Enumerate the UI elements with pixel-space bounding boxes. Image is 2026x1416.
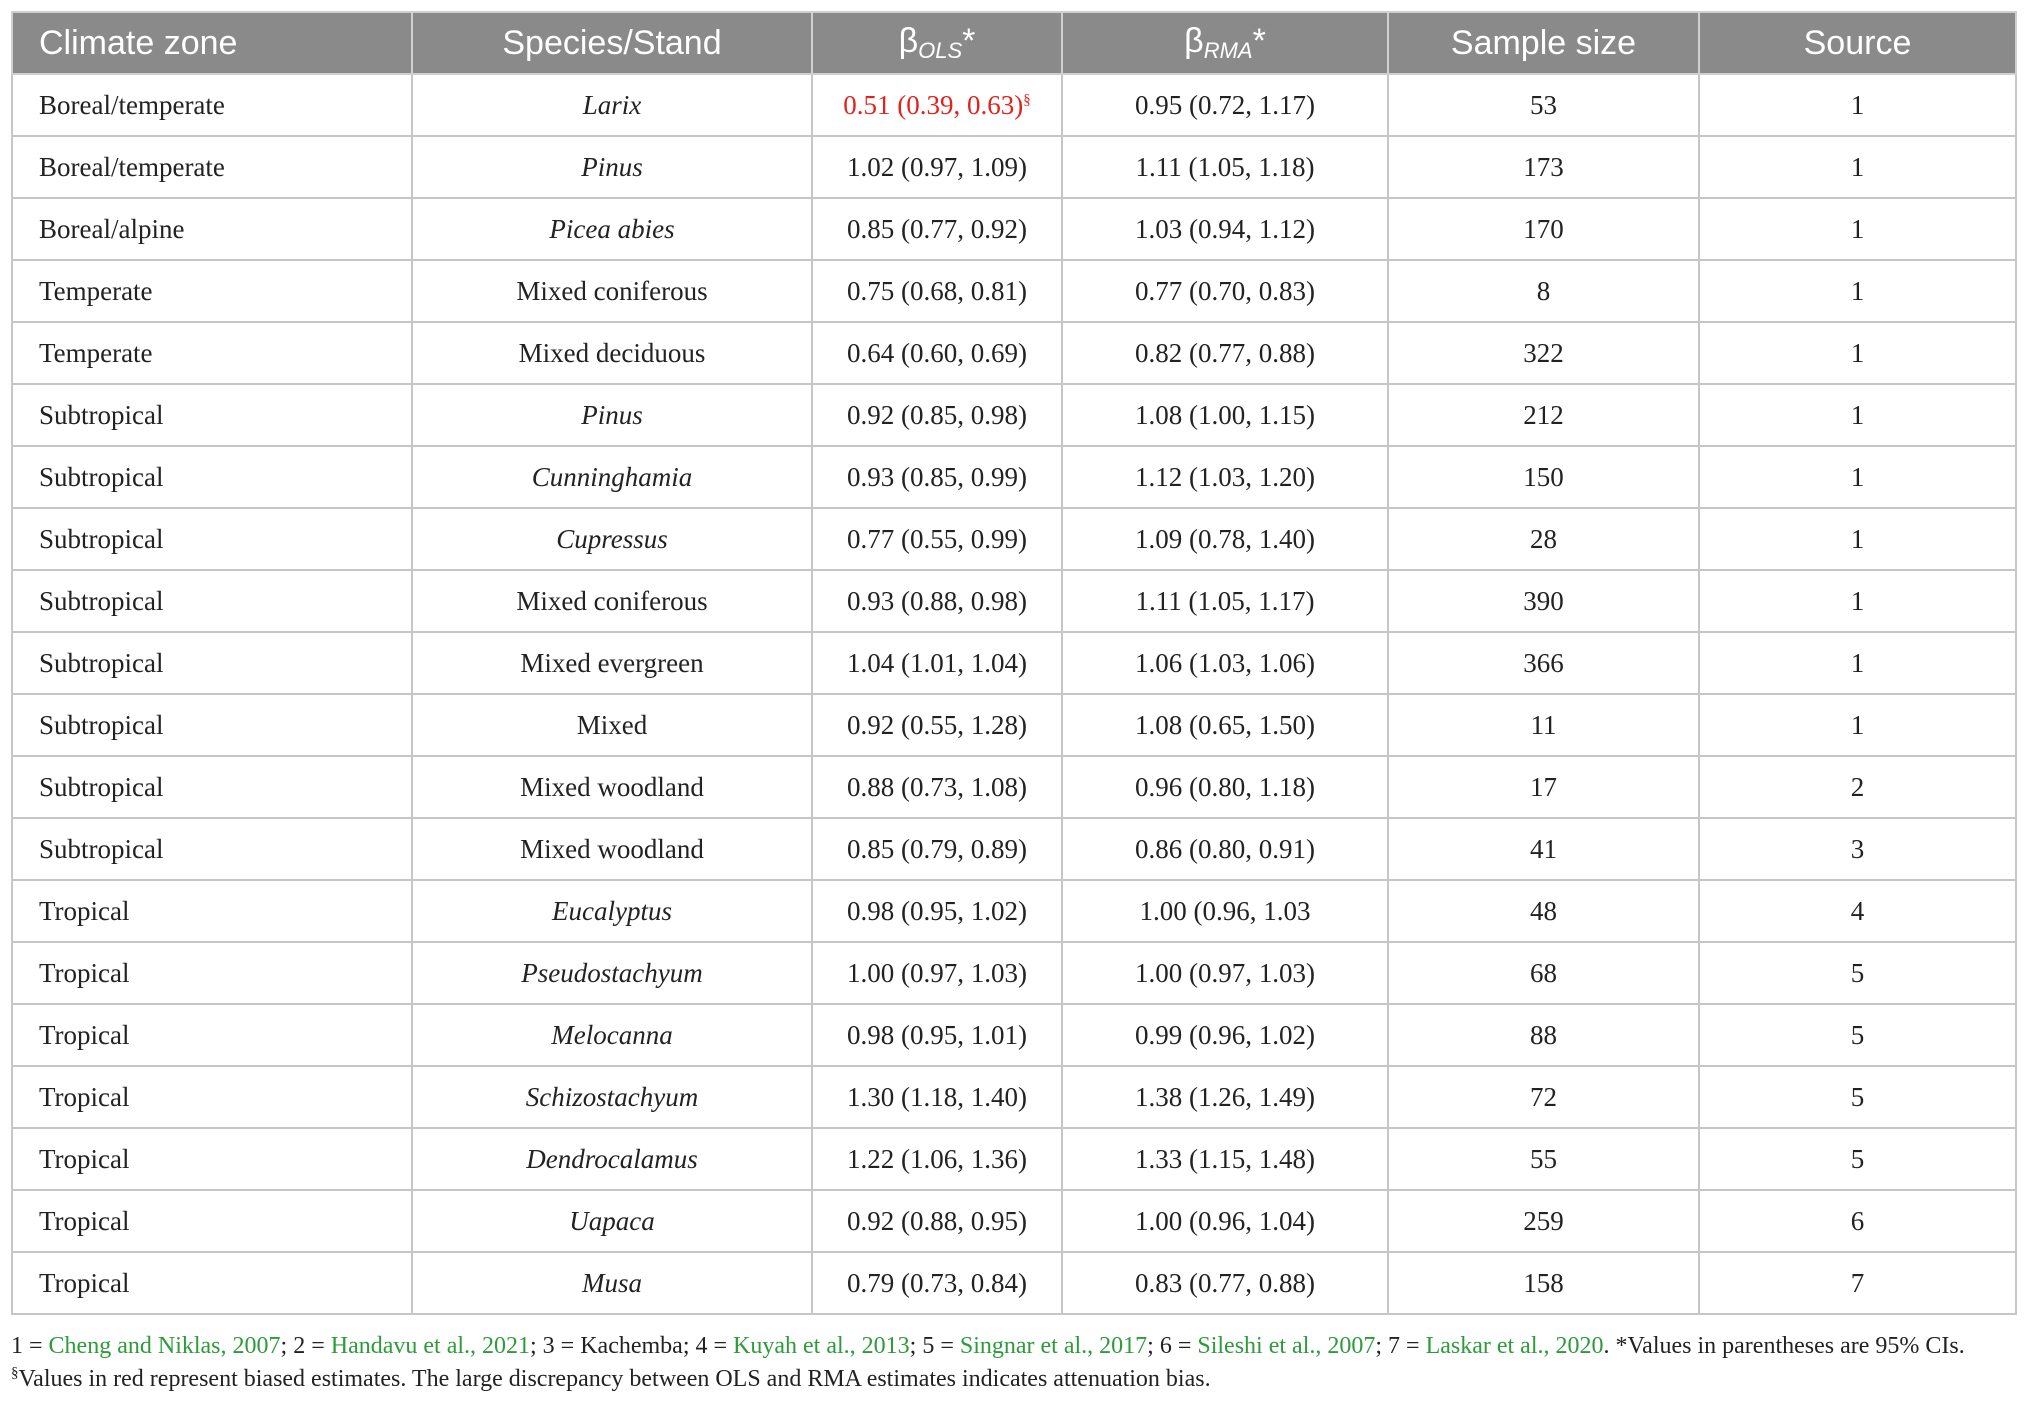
table-row (12, 942, 2016, 1004)
beta-ols-value: 1.04 (1.01, 1.04) (847, 647, 1027, 678)
beta-ols-value: 0.98 (0.95, 1.01) (847, 1019, 1027, 1050)
cell-sample-size: 158 (1388, 1252, 1699, 1314)
cell-sample-size: 150 (1388, 446, 1699, 508)
cell-species-stand: Melocanna (412, 1004, 812, 1066)
footnote-text: ; 6 = (1147, 1333, 1198, 1359)
cell-beta-ols (812, 694, 1062, 756)
cell-source: 1 (1699, 446, 2016, 508)
table-body (12, 74, 2016, 1314)
header-sample-size: Sample size (1388, 12, 1699, 74)
cell-beta-ols (812, 322, 1062, 384)
cell-species-stand: Picea abies (412, 198, 812, 260)
cell-species-stand: Mixed evergreen (412, 632, 812, 694)
cell-beta-rma: 1.03 (0.94, 1.12) (1062, 198, 1388, 260)
allometry-table (11, 11, 2017, 1315)
cell-climate-zone: Tropical (12, 1004, 412, 1066)
cell-species-stand: Cunninghamia (412, 446, 812, 508)
table-row (12, 74, 2016, 136)
table-row (12, 508, 2016, 570)
table-row (12, 1066, 2016, 1128)
table-row (12, 570, 2016, 632)
cell-climate-zone: Tropical (12, 1252, 412, 1314)
reference-link[interactable]: Cheng and Niklas, 2007 (48, 1333, 281, 1359)
cell-beta-ols (812, 198, 1062, 260)
cell-beta-ols (812, 508, 1062, 570)
cell-species-stand: Uapaca (412, 1190, 812, 1252)
cell-beta-ols (812, 74, 1062, 136)
cell-climate-zone: Subtropical (12, 756, 412, 818)
cell-beta-rma: 1.06 (1.03, 1.06) (1062, 632, 1388, 694)
cell-sample-size: 48 (1388, 880, 1699, 942)
cell-species-stand: Mixed coniferous (412, 570, 812, 632)
cell-climate-zone: Tropical (12, 1066, 412, 1128)
beta-ols-value: 0.79 (0.73, 0.84) (847, 1267, 1027, 1298)
footnote-text: ; 5 = (909, 1333, 960, 1359)
footnote-text: 1 = (11, 1333, 49, 1359)
cell-beta-rma: 1.11 (1.05, 1.18) (1062, 136, 1388, 198)
reference-link[interactable]: Kuyah et al., 2013 (733, 1333, 910, 1359)
cell-climate-zone: Temperate (12, 322, 412, 384)
beta-ols-value: 1.22 (1.06, 1.36) (847, 1143, 1027, 1174)
cell-species-stand: Mixed woodland (412, 756, 812, 818)
reference-link[interactable]: Sileshi et al., 2007 (1197, 1333, 1376, 1359)
cell-beta-ols (812, 756, 1062, 818)
cell-species-stand: Mixed coniferous (412, 260, 812, 322)
cell-climate-zone: Subtropical (12, 508, 412, 570)
cell-source: 5 (1699, 1066, 2016, 1128)
cell-source: 7 (1699, 1252, 2016, 1314)
cell-climate-zone: Tropical (12, 880, 412, 942)
cell-beta-ols (812, 632, 1062, 694)
cell-source: 1 (1699, 136, 2016, 198)
table-row (12, 694, 2016, 756)
cell-climate-zone: Boreal/temperate (12, 136, 412, 198)
cell-sample-size: 390 (1388, 570, 1699, 632)
beta-ols-value: 0.85 (0.79, 0.89) (847, 833, 1027, 864)
beta-ols-value: 0.92 (0.85, 0.98) (847, 399, 1027, 430)
header-row (12, 12, 2016, 74)
cell-beta-ols (812, 1190, 1062, 1252)
section-mark: § (1023, 91, 1031, 108)
cell-climate-zone: Tropical (12, 1128, 412, 1190)
cell-beta-ols (812, 260, 1062, 322)
cell-climate-zone: Tropical (12, 942, 412, 1004)
cell-beta-rma: 1.00 (0.96, 1.03 (1062, 880, 1388, 942)
cell-source: 1 (1699, 694, 2016, 756)
cell-beta-rma: 0.82 (0.77, 0.88) (1062, 322, 1388, 384)
cell-source: 1 (1699, 260, 2016, 322)
cell-sample-size: 72 (1388, 1066, 1699, 1128)
beta-ols-value: 0.64 (0.60, 0.69) (847, 337, 1027, 368)
beta-ols-value: 1.30 (1.18, 1.40) (847, 1081, 1027, 1112)
cell-sample-size: 173 (1388, 136, 1699, 198)
cell-beta-rma: 1.12 (1.03, 1.20) (1062, 446, 1388, 508)
cell-beta-rma: 1.33 (1.15, 1.48) (1062, 1128, 1388, 1190)
footnote-text: Values in red represent biased estimates. The large discrepancy between OLS and RMA estimates indicates attenuation bias. (18, 1366, 1211, 1392)
cell-beta-rma: 0.99 (0.96, 1.02) (1062, 1004, 1388, 1066)
table-row (12, 756, 2016, 818)
beta-symbol: β (1184, 22, 1204, 60)
table-header (12, 12, 2016, 74)
header-climate-zone: Climate zone (12, 12, 412, 74)
cell-sample-size: 322 (1388, 322, 1699, 384)
cell-beta-ols (812, 570, 1062, 632)
beta-subscript: RMA (1203, 38, 1253, 63)
cell-source: 1 (1699, 632, 2016, 694)
header-beta-ols (812, 12, 1062, 74)
header-beta-rma (1062, 12, 1388, 74)
cell-climate-zone: Tropical (12, 1190, 412, 1252)
beta-ols-value: 0.75 (0.68, 0.81) (847, 275, 1027, 306)
cell-beta-rma: 1.00 (0.97, 1.03) (1062, 942, 1388, 1004)
cell-sample-size: 170 (1388, 198, 1699, 260)
table-row (12, 1004, 2016, 1066)
cell-source: 4 (1699, 880, 2016, 942)
cell-species-stand: Mixed woodland (412, 818, 812, 880)
reference-link[interactable]: Handavu et al., 2021 (330, 1333, 531, 1359)
cell-sample-size: 259 (1388, 1190, 1699, 1252)
cell-source: 1 (1699, 508, 2016, 570)
cell-sample-size: 53 (1388, 74, 1699, 136)
footnote-text: ; 3 = Kachemba; 4 = (530, 1333, 734, 1359)
cell-species-stand: Pinus (412, 384, 812, 446)
cell-beta-rma: 0.83 (0.77, 0.88) (1062, 1252, 1388, 1314)
cell-source: 1 (1699, 570, 2016, 632)
beta-symbol: β (898, 22, 919, 60)
cell-species-stand: Dendrocalamus (412, 1128, 812, 1190)
cell-source: 3 (1699, 818, 2016, 880)
cell-beta-rma: 1.09 (0.78, 1.40) (1062, 508, 1388, 570)
cell-beta-rma: 1.11 (1.05, 1.17) (1062, 570, 1388, 632)
cell-source: 5 (1699, 942, 2016, 1004)
beta-ols-value: 0.92 (0.88, 0.95) (847, 1205, 1027, 1236)
cell-source: 5 (1699, 1004, 2016, 1066)
cell-beta-ols (812, 880, 1062, 942)
beta-ols-value: 0.93 (0.85, 0.99) (847, 461, 1027, 492)
cell-beta-ols (812, 818, 1062, 880)
cell-sample-size: 28 (1388, 508, 1699, 570)
cell-climate-zone: Boreal/temperate (12, 74, 412, 136)
cell-beta-rma: 0.77 (0.70, 0.83) (1062, 260, 1388, 322)
data-table-container (11, 11, 2015, 1315)
cell-beta-rma: 1.08 (0.65, 1.50) (1062, 694, 1388, 756)
cell-species-stand: Eucalyptus (412, 880, 812, 942)
beta-ols-value: 0.51 (0.39, 0.63) (843, 89, 1024, 120)
cell-source: 1 (1699, 198, 2016, 260)
table-row (12, 198, 2016, 260)
beta-ols-value: 0.98 (0.95, 1.02) (847, 895, 1027, 926)
table-row (12, 1252, 2016, 1314)
table-row (12, 384, 2016, 446)
beta-ols-value: 0.88 (0.73, 1.08) (847, 771, 1027, 802)
footnote-text: . *Values in parentheses are 95% CIs. (1603, 1333, 1965, 1359)
cell-beta-rma: 1.38 (1.26, 1.49) (1062, 1066, 1388, 1128)
cell-sample-size: 212 (1388, 384, 1699, 446)
cell-source: 2 (1699, 756, 2016, 818)
asterisk-mark: * (1252, 22, 1266, 60)
footnote-text: ; 7 = (1375, 1333, 1426, 1359)
cell-beta-ols (812, 384, 1062, 446)
cell-climate-zone: Subtropical (12, 384, 412, 446)
table-row (12, 1128, 2016, 1190)
cell-beta-rma: 0.86 (0.80, 0.91) (1062, 818, 1388, 880)
beta-ols-value: 0.92 (0.55, 1.28) (847, 709, 1027, 740)
cell-climate-zone: Temperate (12, 260, 412, 322)
beta-ols-value: 1.02 (0.97, 1.09) (847, 151, 1027, 182)
table-row (12, 446, 2016, 508)
beta-subscript: OLS (918, 38, 963, 63)
cell-sample-size: 17 (1388, 756, 1699, 818)
cell-beta-ols (812, 1252, 1062, 1314)
cell-species-stand: Pinus (412, 136, 812, 198)
cell-source: 1 (1699, 384, 2016, 446)
cell-sample-size: 88 (1388, 1004, 1699, 1066)
asterisk-mark: * (962, 22, 976, 60)
cell-beta-rma: 0.96 (0.80, 1.18) (1062, 756, 1388, 818)
cell-beta-ols (812, 942, 1062, 1004)
cell-sample-size: 366 (1388, 632, 1699, 694)
beta-ols-value: 0.85 (0.77, 0.92) (847, 213, 1027, 244)
cell-beta-ols (812, 136, 1062, 198)
table-row (12, 136, 2016, 198)
header-source: Source (1699, 12, 2016, 74)
cell-species-stand: Mixed deciduous (412, 322, 812, 384)
table-row (12, 632, 2016, 694)
cell-species-stand: Pseudostachyum (412, 942, 812, 1004)
cell-species-stand: Musa (412, 1252, 812, 1314)
table-row (12, 880, 2016, 942)
beta-ols-value: 1.00 (0.97, 1.03) (847, 957, 1027, 988)
cell-sample-size: 55 (1388, 1128, 1699, 1190)
cell-beta-rma: 1.00 (0.96, 1.04) (1062, 1190, 1388, 1252)
reference-link[interactable]: Laskar et al., 2020 (1425, 1333, 1604, 1359)
cell-beta-rma: 1.08 (1.00, 1.15) (1062, 384, 1388, 446)
cell-sample-size: 68 (1388, 942, 1699, 1004)
cell-species-stand: Mixed (412, 694, 812, 756)
header-species-stand: Species/Stand (412, 12, 812, 74)
cell-beta-ols (812, 1128, 1062, 1190)
cell-sample-size: 41 (1388, 818, 1699, 880)
cell-source: 5 (1699, 1128, 2016, 1190)
cell-climate-zone: Boreal/alpine (12, 198, 412, 260)
beta-ols-value: 0.93 (0.88, 0.98) (847, 585, 1027, 616)
cell-climate-zone: Subtropical (12, 632, 412, 694)
cell-species-stand: Larix (412, 74, 812, 136)
table-footnote (11, 1330, 2015, 1396)
cell-source: 1 (1699, 322, 2016, 384)
cell-climate-zone: Subtropical (12, 570, 412, 632)
cell-sample-size: 11 (1388, 694, 1699, 756)
cell-climate-zone: Subtropical (12, 446, 412, 508)
footnote-text: ; 2 = (280, 1333, 331, 1359)
cell-beta-ols (812, 446, 1062, 508)
table-row (12, 1190, 2016, 1252)
cell-source: 6 (1699, 1190, 2016, 1252)
table-row (12, 260, 2016, 322)
table-row (12, 322, 2016, 384)
section-mark: § (11, 1365, 19, 1381)
cell-climate-zone: Subtropical (12, 694, 412, 756)
cell-source: 1 (1699, 74, 2016, 136)
cell-climate-zone: Subtropical (12, 818, 412, 880)
cell-species-stand: Schizostachyum (412, 1066, 812, 1128)
reference-link[interactable]: Singnar et al., 2017 (959, 1333, 1148, 1359)
cell-species-stand: Cupressus (412, 508, 812, 570)
cell-beta-rma: 0.95 (0.72, 1.17) (1062, 74, 1388, 136)
beta-ols-value: 0.77 (0.55, 0.99) (847, 523, 1027, 554)
cell-beta-ols (812, 1066, 1062, 1128)
cell-sample-size: 8 (1388, 260, 1699, 322)
cell-beta-ols (812, 1004, 1062, 1066)
table-row (12, 818, 2016, 880)
